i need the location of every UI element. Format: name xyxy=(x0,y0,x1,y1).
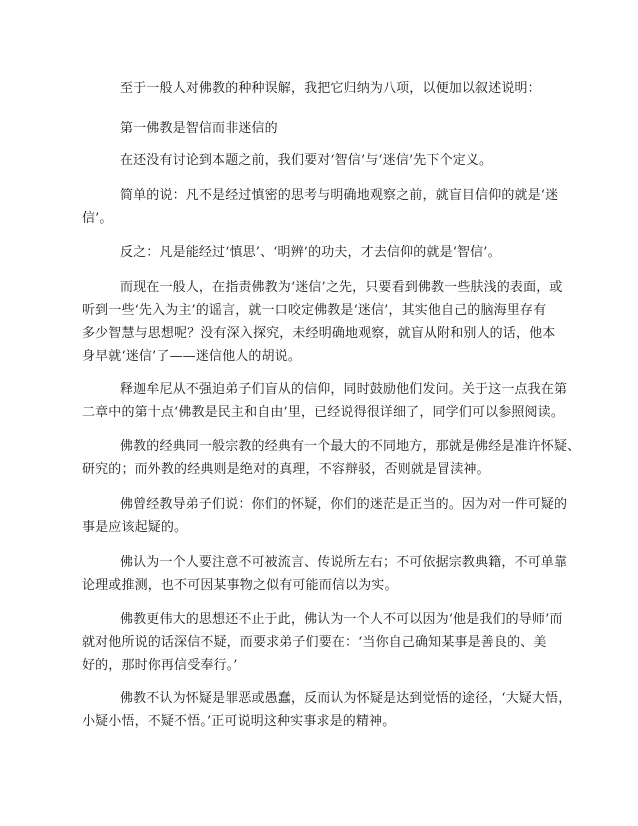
text-line: 小疑小悟，不疑不悟。’正可说明这种实事求是的精神。 xyxy=(82,714,396,729)
text-line: 二章中的第十点‘佛教是民主和自由’里，已经说得很详细了，同学们可以参照阅读。 xyxy=(82,405,564,420)
text-line: 研究的；而外教的经典则是绝对的真理，不容辩驳，否则就是冒渎神。 xyxy=(82,462,490,477)
paragraph-wisdom-definition xyxy=(82,241,562,264)
text-line: 而现在一般人，在指责佛教为‘迷信’之先，只要看到佛教一些肤浅的表面，或 xyxy=(120,280,563,295)
text-line: 论理或推测，也不可因某事物之似有可能而信以为实。 xyxy=(82,578,398,593)
paragraph-definition-intro xyxy=(82,149,562,172)
paragraph-doubt-enlightenment xyxy=(82,687,572,733)
section-heading xyxy=(82,117,562,140)
paragraph-teacher xyxy=(82,608,562,677)
paragraph-rumors xyxy=(82,551,568,597)
text-line: 第一佛教是智信而非迷信的 xyxy=(120,121,278,136)
text-line: 多少智慧与思想呢？没有深入探究，未经明确地观察，就盲从附和别人的话，他本 xyxy=(82,326,556,341)
text-line: 反之：凡是能经过‘慎思’、‘明辨’的功夫，才去信仰的就是‘智信’。 xyxy=(120,245,501,260)
text-line: 就对他所说的话深信不疑，而要求弟子们要在：‘当你自己确知某事是善良的、美 xyxy=(82,635,547,650)
text-line: 至于一般人对佛教的种种误解，我把它归纳为八项，以便加以叙述说明： xyxy=(120,81,541,96)
paragraph-intro xyxy=(82,77,562,100)
text-line: 佛教不认为怀疑是罪恶或愚蠢，反而认为怀疑是达到觉悟的途径，‘大疑大悟， xyxy=(120,691,572,706)
text-line: 佛教更伟大的思想还不止于此，佛认为一个人不可以因为‘他是我们的导师’而 xyxy=(120,612,563,627)
text-line: 佛教的经典同一般宗教的经典有一个最大的不同地方，那就是佛经是准许怀疑、 xyxy=(120,439,581,454)
text-line: 在还没有讨论到本题之前，我们要对‘智信’与‘迷信’先下个定义。 xyxy=(120,153,493,168)
text-line: 信’。 xyxy=(82,211,113,226)
text-line: 简单的说：凡不是经过慎密的思考与明确地观察之前，就盲目信仰的就是‘迷 xyxy=(120,188,559,203)
text-line: 事是应该起疑的。 xyxy=(82,520,188,535)
text-line: 身早就‘迷信’了——迷信他人的胡说。 xyxy=(82,349,301,364)
text-line: 释迦牟尼从不强迫弟子们盲从的信仰，同时鼓励他们发问。关于这一点我在第 xyxy=(120,382,568,397)
paragraph-doubt-justified xyxy=(82,493,568,539)
text-line: 听到一些‘先入为主’的谣言，就一口咬定佛教是‘迷信’，其实他自己的脑海里存有 xyxy=(82,303,547,318)
paragraph-scriptures xyxy=(82,435,581,481)
text-line: 佛曾经教导弟子们说：你们的怀疑，你们的迷茫是正当的。因为对一件可疑的 xyxy=(120,497,568,512)
paragraph-buddha-inquiry xyxy=(82,378,568,424)
paragraph-superstition-definition xyxy=(82,184,562,230)
text-line: 佛认为一个人要注意不可被流言、传说所左右；不可依据宗教典籍，不可单靠 xyxy=(120,555,568,570)
paragraph-criticism xyxy=(82,276,562,368)
text-line: 好的，那时你再信受奉行。’ xyxy=(82,658,238,673)
